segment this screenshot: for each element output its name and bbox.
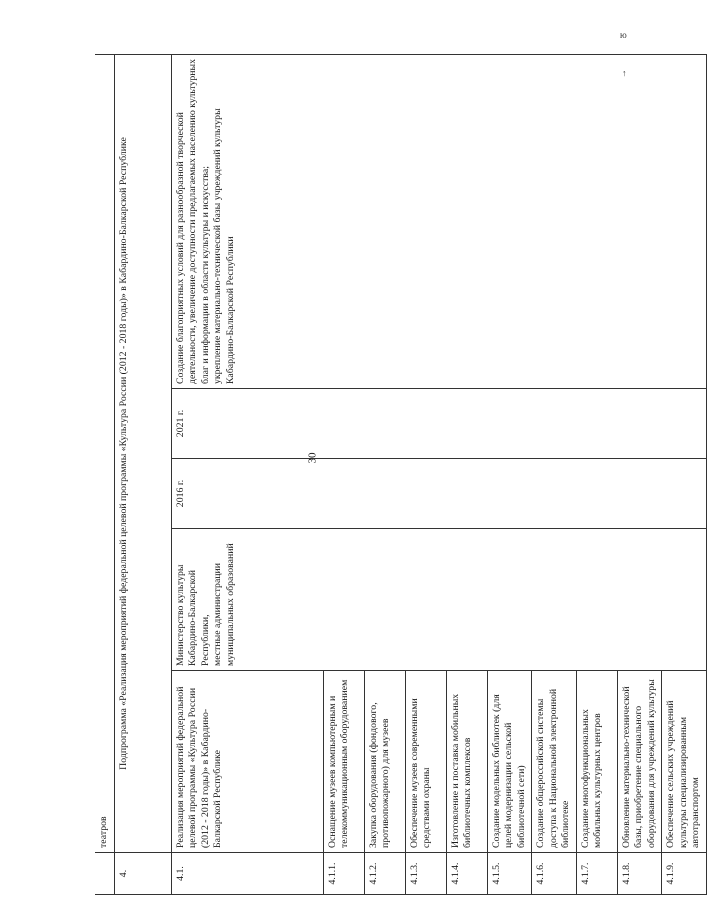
continuation-row xyxy=(95,54,114,894)
section-row xyxy=(114,54,171,894)
end-year: 2021 г. xyxy=(171,389,706,459)
row-name: Обновление материально-технической базы, приобретение специального оборудования для учреждений культуры xyxy=(617,671,662,853)
row-number: 4.1.8. xyxy=(617,853,662,895)
row-number: 4.1.4. xyxy=(446,853,487,895)
corner-mark-bottom: ↑ xyxy=(622,68,627,78)
section-number: 4. xyxy=(114,853,171,895)
section-title: Подпрограмма «Реализация мероприятий федеральной целевой программы «Культура России (2012 - 2018 годы)» в Кабардино-Балкарской Республике xyxy=(114,54,171,852)
table-row xyxy=(171,54,323,894)
row-name: Реализация мероприятий федеральной целевой программы «Культура России (2012 - 2018 годы)» в Кабардино-Балкарской Республике xyxy=(171,671,323,853)
row-number: 4.1.6. xyxy=(532,853,577,895)
row-number: 4.1.2. xyxy=(364,853,405,895)
program-table xyxy=(95,54,707,895)
row-name: Создание многофункциональных мобильных культурных центров xyxy=(576,671,617,853)
rotated-page-content xyxy=(95,55,702,895)
row-name: Создание общероссийской системы доступа к Национальной электронной библиотеке xyxy=(532,671,577,853)
continuation-text: театров xyxy=(95,54,114,852)
row-number: 4.1.9. xyxy=(662,853,707,895)
row-name: Оснащение музеев компьютерным и телекоммуникационным оборудованием xyxy=(323,671,364,853)
row-name: Создание модельных библиотек (для целей модернизации сельской библиотечной сети) xyxy=(487,671,532,853)
row-number: 4.1.3. xyxy=(405,853,446,895)
start-year: 2016 г. xyxy=(171,459,706,529)
row-number: 4.1.5. xyxy=(487,853,532,895)
expected-result: Создание благоприятных условий для разнообразной творческой деятельности, увеличение доступности предлагаемых населению культурных благ и информации в области культуры и искусства; укрепление материально-технической базы учреждений культуры Кабардино-Балкарской Республики xyxy=(171,54,706,388)
row-number: 4.1.1. xyxy=(323,853,364,895)
row-name: Изготовление и поставка мобильных библиотечных комплексов xyxy=(446,671,487,853)
row-number: 4.1.7. xyxy=(576,853,617,895)
page-number: 30 xyxy=(306,452,319,464)
corner-mark-top: ю xyxy=(620,30,627,40)
row-name: Обеспечение музеев современными средствами охраны xyxy=(405,671,446,853)
executor-cell: Министерство культуры Кабардино-Балкарской Республики, местные администрации муниципальных образований xyxy=(171,529,706,671)
row-name: Обеспечение сельских учреждений культуры специализированным автотранспортом xyxy=(662,671,707,853)
row-number: 4.1. xyxy=(171,853,323,895)
row-name: Закупка оборудования (фондового, противопожарного) для музеев xyxy=(364,671,405,853)
